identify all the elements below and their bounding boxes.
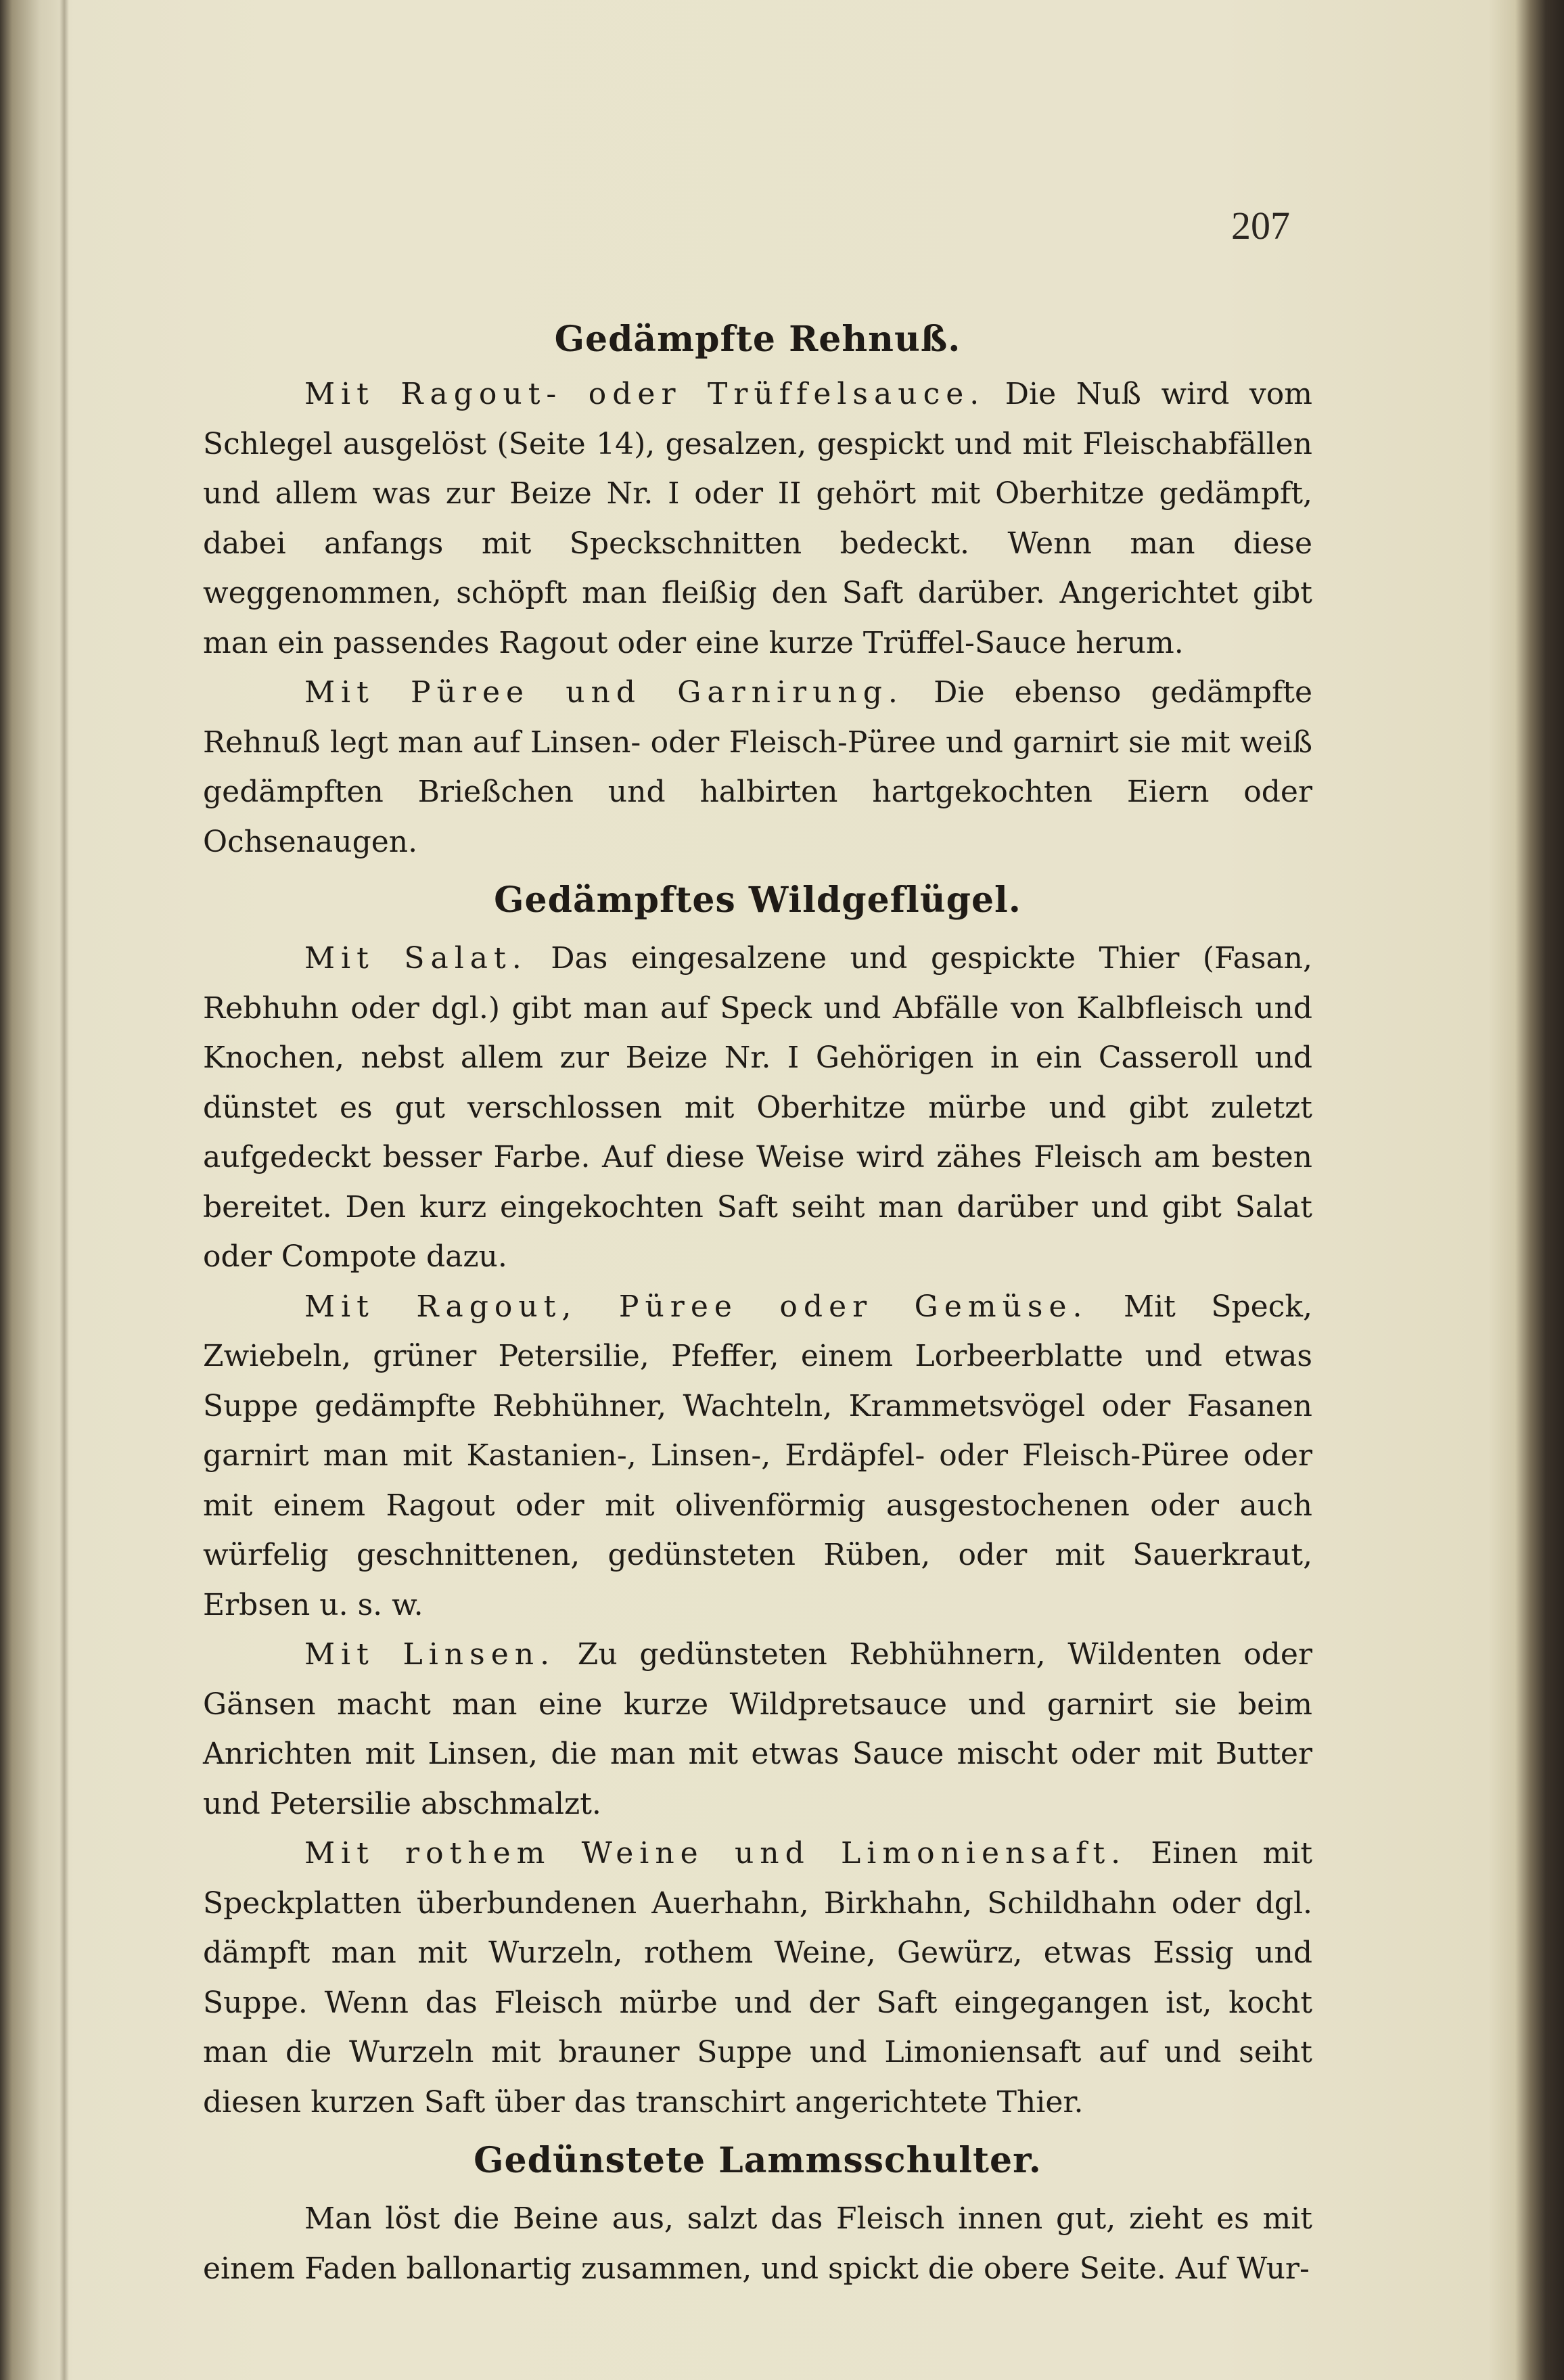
paragraph-text: Mit Speck, Zwiebeln, grüner Petersilie, Pfeffer, einem Lorbeerblatte und etwas Suppe gedämpfte Rebhühner, Wachteln, Krammetsvögel oder Fasanen garnirt man mit Kastanien-, Linsen-, Erdäpfel- oder Fleisch-Püree oder mit einem Ragout oder mit olivenförmig ausgestochenen oder auch würfelig geschnittenen, gedünsteten Rüben, oder mit Sauerkraut, Erbsen u. s. w. [203, 1289, 1313, 1622]
paragraph-lead: Mit Linsen. [304, 1637, 556, 1672]
paragraph-text: Das eingesalzene und gespickte Thier (Fasan, Rebhuhn oder dgl.) gibt man auf Speck und Abfälle von Kalbfleisch und Knochen, nebst allem zur Beize Nr. I Gehörigen in ein Casseroll und dünstet es gut verschlossen mit Oberhitze mürbe und gibt zuletzt aufgedeckt besser Farbe. Auf diese Weise wird zähes Fleisch am besten bereitet. Den kurz eingekochten Saft seiht man darüber und gibt Salat oder Compote dazu. [203, 941, 1312, 1274]
paragraph-text: Man löst die Beine aus, salzt das Fleisch innen gut, zieht es mit einem Faden ballonartig zusammen, und spickt die obere Seite. Auf Wur- [203, 2201, 1312, 2286]
paragraph [203, 934, 1312, 1282]
page-body [203, 310, 1312, 2293]
paragraph-text: Die Nuß wird vom Schlegel ausgelöst (Seite 14), gesalzen, gespickt und mit Fleischabfällen und allem was zur Beize Nr. I oder II gehört mit Oberhitze gedämpft, dabei anfangs mit Speckschnitten bedeckt. Wenn man diese weggenommen, schöpft man fleißig den Saft darüber. Angerichtet gibt man ein passendes Ragout oder eine kurze Trüffel-Sauce herum. [203, 377, 1312, 660]
paragraph-lead: Mit rothem Weine und Limoniensaft. [304, 1836, 1127, 1871]
paragraph [203, 1630, 1312, 1829]
paragraph-lead: Mit Salat. [304, 941, 528, 976]
paragraph-text: Einen mit Speckplatten überbundenen Auerhahn, Birkhahn, Schildhahn oder dgl. dämpft man mit Wurzeln, rothem Weine, Gewürz, etwas Essig und Suppe. Wenn das Fleisch mürbe und der Saft eingegangen ist, kocht man die Wurzeln mit brauner Suppe und Limoniensaft auf und seiht diesen kurzen Saft über das transchirt angerichtete Thier. [203, 1836, 1312, 2120]
paragraph-lead: Mit Ragout, Püree oder Gemüse. [304, 1289, 1088, 1324]
paragraph [203, 369, 1312, 668]
page-fold-shadow [60, 0, 69, 2380]
paragraph [203, 1282, 1312, 1630]
paragraph-lead: Mit Ragout- oder Trüffelsauce. [304, 377, 986, 411]
paragraph-text: Zu gedünsteten Rebhühnern, Wildenten oder Gänsen macht man eine kurze Wildpretsauce und garnirt sie beim Anrichten mit Linsen, die man mit etwas Sauce mischt oder mit Butter und Petersilie abschmalzt. [203, 1637, 1312, 1821]
paragraph [203, 1829, 1312, 2127]
paragraph [203, 668, 1312, 867]
paragraph-text: Die ebenso gedämpfte Rehnuß legt man auf Linsen- oder Fleisch-Püree und garnirt sie mit weiß gedämpften Brießchen und halbirten hartgekochten Eiern oder Ochsenaugen. [203, 675, 1312, 859]
page-number: 207 [1231, 204, 1290, 248]
section-heading-rehnuss: Gedämpfte Rehnuß. [554, 319, 961, 360]
section-heading-lammsschulter: Gedünstete Lammsschulter. [474, 2140, 1042, 2181]
section-heading-wildgefluegel: Gedämpftes Wildgeflügel. [494, 879, 1021, 921]
book-gutter [0, 0, 68, 2380]
paragraph [203, 2194, 1312, 2293]
paragraph-lead: Mit Püree und Garnirung. [304, 675, 904, 710]
